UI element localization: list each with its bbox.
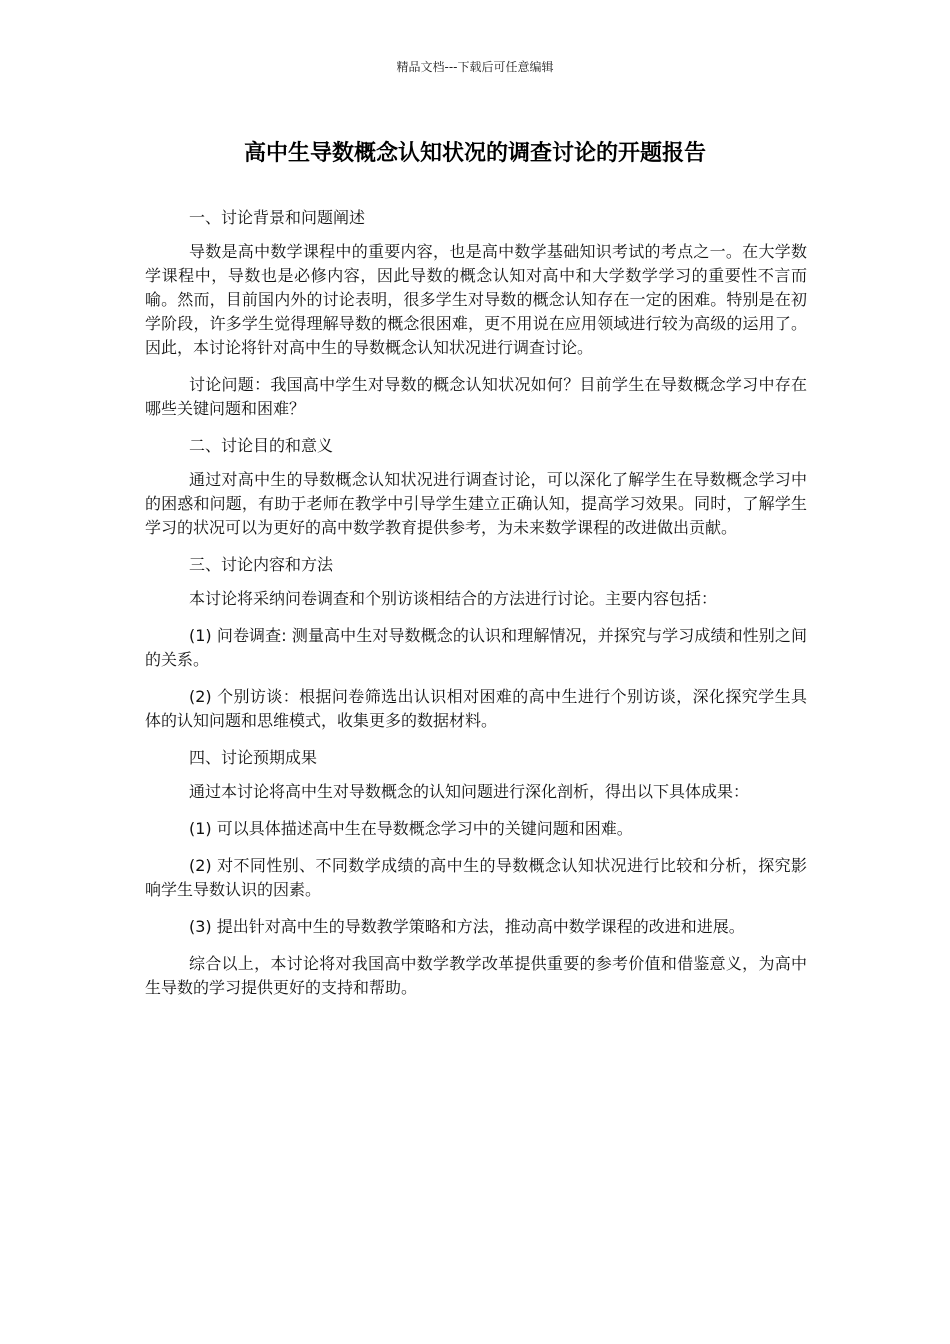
- paragraph-outcome-3: (3) 提出针对高中生的导数教学策略和方法，推动高中数学课程的改进和进展。: [189, 917, 745, 936]
- paragraph-outcome-2: (2) 对不同性别、不同数学成绩的高中生的导数概念认知状况进行比较和分析，探究影响学生导数认识的因素。: [145, 856, 807, 899]
- paragraph-method-interview: (2) 个别访谈：根据问卷筛选出认识相对困难的高中生进行个别访谈，深化探究学生具体的认知问题和思维模式，收集更多的数据材料。: [145, 687, 807, 730]
- paragraph-methods-intro: 本讨论将采纳问卷调查和个别访谈相结合的方法进行讨论。主要内容包括：: [189, 589, 718, 608]
- document-body: [145, 206, 807, 1013]
- paragraph-conclusion: 综合以上，本讨论将对我国高中数学教学改革提供重要的参考价值和借鉴意义，为高中生导数的学习提供更好的支持和帮助。: [145, 954, 807, 997]
- header-note: 精品文档---下载后可任意编辑: [396, 60, 554, 74]
- paragraph-outcome-1: (1) 可以具体描述高中生在导数概念学习中的关键问题和困难。: [189, 819, 633, 838]
- paragraph-purpose: 通过对高中生的导数概念认知状况进行调查讨论，可以深化了解学生在导数概念学习中的困惑和问题，有助于老师在教学中引导学生建立正确认知，提高学习效果。同时，了解学生学习的状况可以为更好的高中数学教育提供参考，为未来数学课程的改进做出贡献。: [145, 470, 807, 537]
- paragraph-outcomes-intro: 通过本讨论将高中生对导数概念的认知问题进行深化剖析，得出以下具体成果：: [189, 782, 750, 801]
- section-heading-background: 一、讨论背景和问题阐述: [189, 208, 366, 227]
- section-heading-methods: 三、讨论内容和方法: [189, 555, 334, 574]
- section-heading-outcomes: 四、讨论预期成果: [189, 748, 318, 767]
- paragraph-background: 导数是高中数学课程中的重要内容，也是高中数学基础知识考试的考点之一。在大学数学课程中，导数也是必修内容，因此导数的概念认知对高中和大学数学学习的重要性不言而喻。然而，目前国内外的讨论表明，很多学生对导数的概念认知存在一定的困难。特别是在初学阶段，许多学生觉得理解导数的概念很困难，更不用说在应用领域进行较为高级的运用了。因此，本讨论将针对高中生的导数概念认知状况进行调查讨论。: [145, 242, 807, 357]
- document-title: 高中生导数概念认知状况的调查讨论的开题报告: [243, 141, 706, 166]
- paragraph-research-question: 讨论问题：我国高中学生对导数的概念认知状况如何？目前学生在导数概念学习中存在哪些关键问题和困难？: [145, 375, 807, 418]
- section-heading-purpose: 二、讨论目的和意义: [189, 436, 334, 455]
- paragraph-method-survey: (1) 问卷调查: 测量高中生对导数概念的认识和理解情况，并探究与学习成绩和性别之间的关系。: [145, 626, 807, 669]
